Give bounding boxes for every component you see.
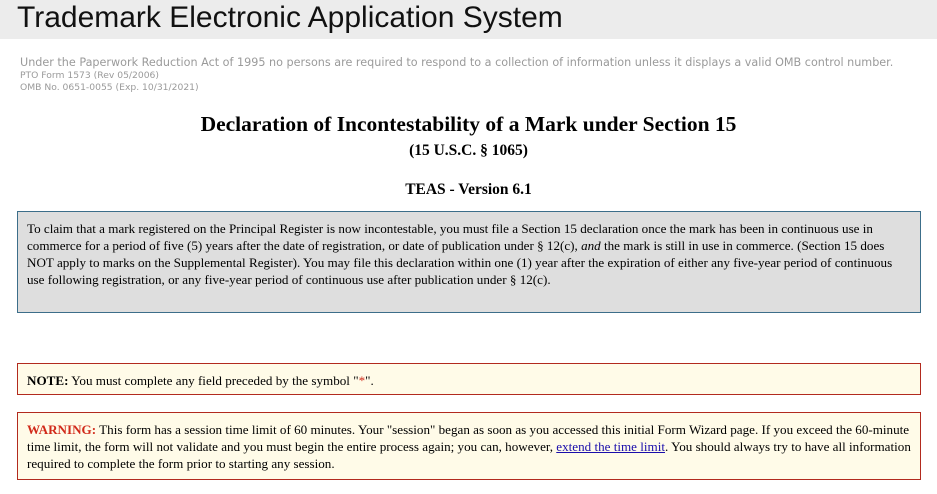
instructions-panel: [17, 211, 921, 313]
instructions-emphasis: and: [581, 238, 601, 253]
instructions-text-part1: To claim that a mark registered on the Principal Register is now incontestable, you must file a Section 15 declaration once the mark has been in continuous use in commerce for a period of five (5) years after the date of registration, or date of publication under § 12(c),: [27, 221, 873, 253]
warning-label: WARNING:: [27, 422, 97, 437]
omb-number: OMB No. 0651-0055 (Exp. 10/31/2021): [20, 82, 199, 93]
form-title: Declaration of Incontestability of a Mark under Section 15: [200, 112, 737, 136]
required-symbol: *: [358, 373, 366, 388]
instructions-text-part2: the mark is still in use in commerce. (Section 15 does NOT apply to marks on the Supplemental Register). You may file this declaration within one (1) year after the expiration of either any five-year period of continuous use following registration, or any five-year period of continuous use after publication under § 12(c).: [27, 238, 893, 287]
omb-disclosure: [20, 55, 893, 94]
session-warning: [17, 412, 921, 480]
extend-time-limit-link[interactable]: extend the time limit: [556, 439, 666, 454]
app-title: Trademark Electronic Application System: [17, 1, 563, 34]
warning-text-after: . You should always try to have all information required to complete the form prior to starting any session.: [27, 439, 911, 471]
paperwork-notice: Under the Paperwork Reduction Act of 1995 no persons are required to respond to a collection of information unless it displays a valid OMB control number.: [20, 56, 894, 69]
warning-text-before: This form has a session time limit of 60 minutes. Your "session" began as soon as you accessed this initial Form Wizard page. If you exceed the 60-minute time limit, the form will not validate and you must begin the entire process again; you can, however,: [27, 422, 910, 454]
note-label: NOTE:: [27, 373, 69, 388]
app-header: [0, 0, 937, 39]
form-citation: (15 U.S.C. § 1065): [409, 142, 528, 159]
note-text-after: ".: [365, 373, 374, 388]
form-version: TEAS - Version 6.1: [405, 181, 532, 198]
note-text-before: You must complete any field preceded by the symbol ": [68, 373, 359, 388]
pto-form-number: PTO Form 1573 (Rev 05/2006): [20, 70, 159, 81]
required-field-note: [17, 363, 921, 395]
